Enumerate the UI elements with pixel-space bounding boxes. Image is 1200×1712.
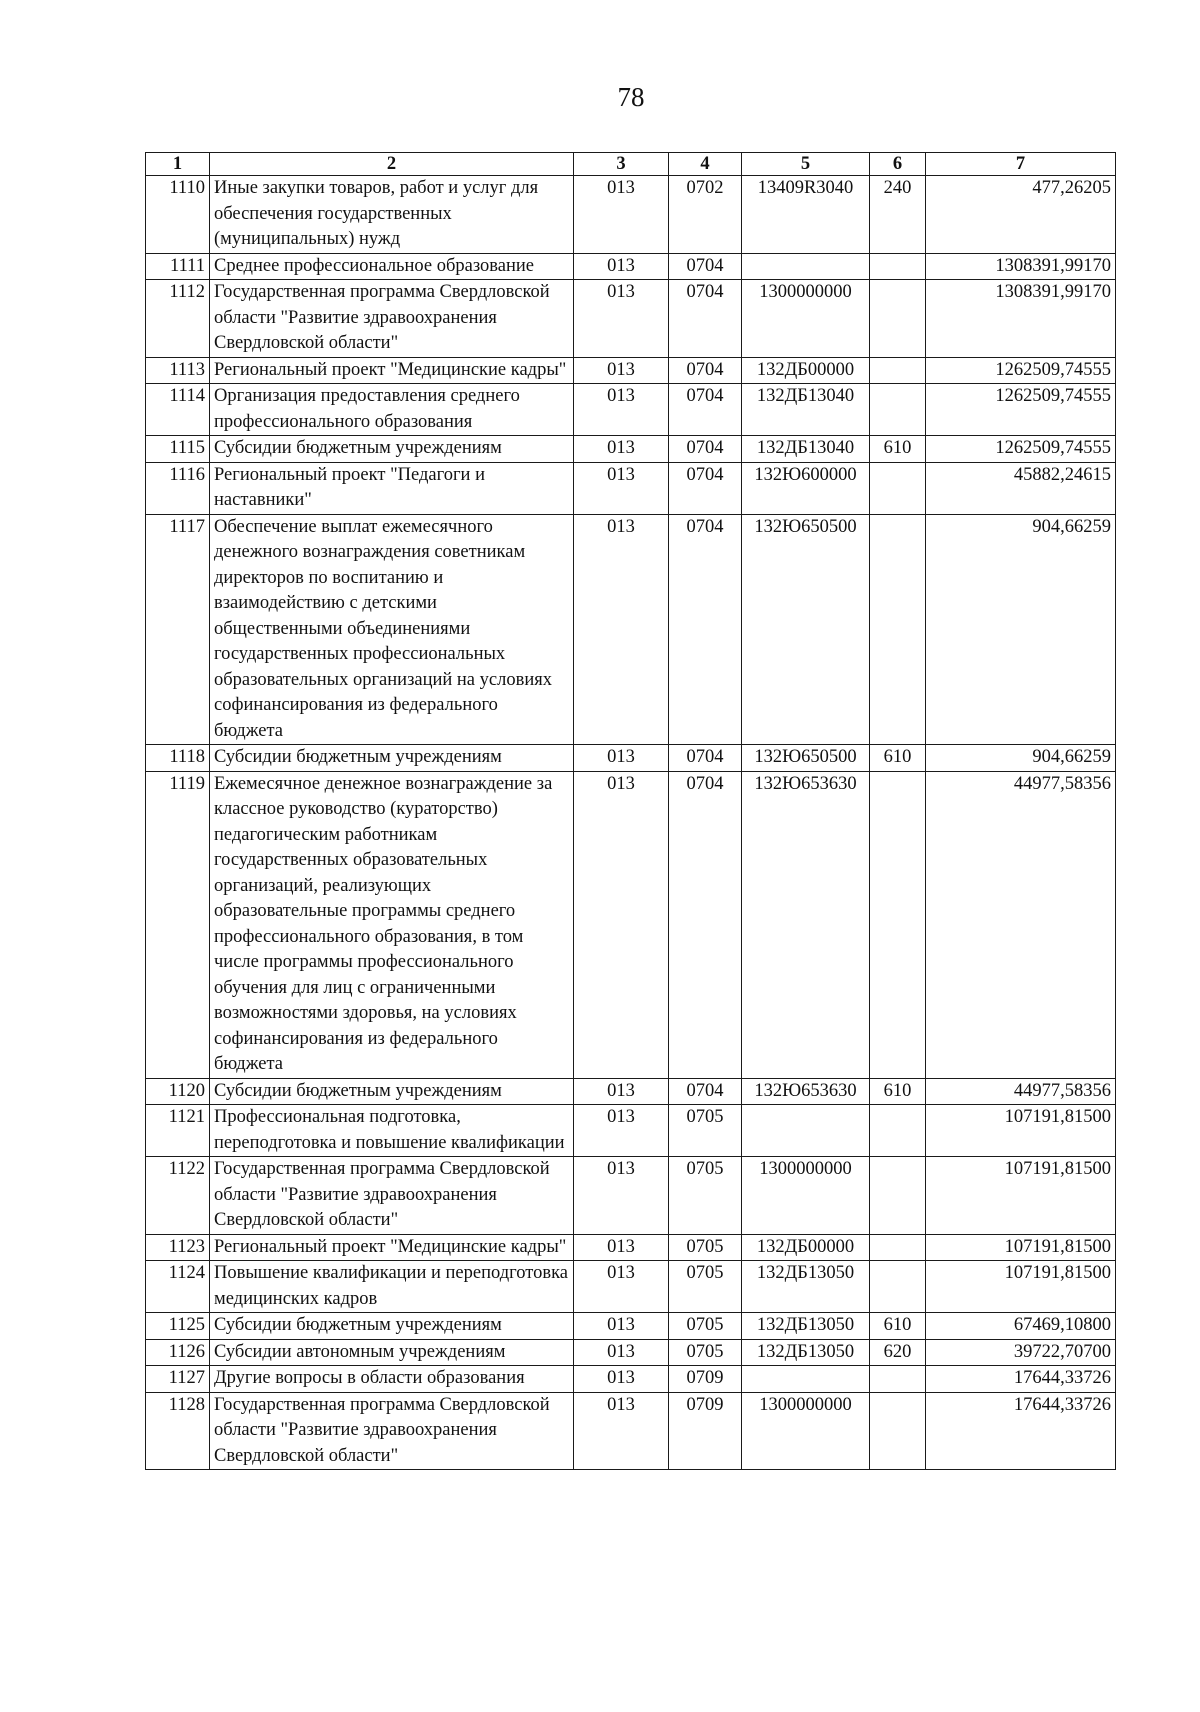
row-ministry-code-cell: 013 bbox=[574, 1105, 669, 1157]
table-row bbox=[146, 436, 1116, 463]
row-number-cell: 1128 bbox=[146, 1392, 210, 1470]
row-section-code-cell: 0704 bbox=[669, 253, 742, 280]
row-name-cell: Субсидии бюджетным учреждениям bbox=[210, 1313, 574, 1340]
row-name-cell: Государственная программа Свердловской области "Развитие здравоохранения Свердловской области" bbox=[210, 280, 574, 358]
table-row bbox=[146, 176, 1116, 254]
row-ministry-code-cell: 013 bbox=[574, 1078, 669, 1105]
table-row bbox=[146, 1339, 1116, 1366]
row-number-cell: 1126 bbox=[146, 1339, 210, 1366]
row-expense-type-cell bbox=[870, 357, 926, 384]
row-number-cell: 1127 bbox=[146, 1366, 210, 1393]
row-name-cell: Среднее профессиональное образование bbox=[210, 253, 574, 280]
row-amount-cell: 1308391,99170 bbox=[926, 253, 1116, 280]
row-amount-cell: 904,66259 bbox=[926, 745, 1116, 772]
row-expense-type-cell bbox=[870, 514, 926, 745]
header-cell: 1 bbox=[146, 153, 210, 176]
row-number-cell: 1119 bbox=[146, 771, 210, 1078]
row-ministry-code-cell: 013 bbox=[574, 771, 669, 1078]
row-expense-type-cell bbox=[870, 462, 926, 514]
row-amount-cell: 904,66259 bbox=[926, 514, 1116, 745]
row-name-cell: Ежемесячное денежное вознаграждение за классное руководство (кураторство) педагогическим работникам государственных образовательных организаций, реализующих образовательные программы среднего профессионального образования, в том числе программы профессионального обучения для лиц с ограниченными возможностями здоровья, на условиях софинансирования из федерального бюджета bbox=[210, 771, 574, 1078]
row-name-cell: Повышение квалификации и переподготовка медицинских кадров bbox=[210, 1261, 574, 1313]
row-section-code-cell: 0705 bbox=[669, 1339, 742, 1366]
row-number-cell: 1118 bbox=[146, 745, 210, 772]
row-amount-cell: 107191,81500 bbox=[926, 1234, 1116, 1261]
table-row bbox=[146, 1157, 1116, 1235]
row-amount-cell: 17644,33726 bbox=[926, 1366, 1116, 1393]
row-expense-type-cell bbox=[870, 1261, 926, 1313]
row-amount-cell: 1262509,74555 bbox=[926, 384, 1116, 436]
row-section-code-cell: 0704 bbox=[669, 745, 742, 772]
row-number-cell: 1123 bbox=[146, 1234, 210, 1261]
row-ministry-code-cell: 013 bbox=[574, 514, 669, 745]
header-cell: 3 bbox=[574, 153, 669, 176]
row-target-article-cell: 132ДБ13050 bbox=[742, 1339, 870, 1366]
row-number-cell: 1116 bbox=[146, 462, 210, 514]
row-section-code-cell: 0709 bbox=[669, 1366, 742, 1393]
row-section-code-cell: 0704 bbox=[669, 771, 742, 1078]
row-name-cell: Субсидии бюджетным учреждениям bbox=[210, 436, 574, 463]
row-name-cell: Субсидии бюджетным учреждениям bbox=[210, 745, 574, 772]
row-section-code-cell: 0705 bbox=[669, 1234, 742, 1261]
row-section-code-cell: 0704 bbox=[669, 436, 742, 463]
header-cell: 5 bbox=[742, 153, 870, 176]
row-section-code-cell: 0705 bbox=[669, 1105, 742, 1157]
row-section-code-cell: 0704 bbox=[669, 1078, 742, 1105]
row-number-cell: 1121 bbox=[146, 1105, 210, 1157]
row-number-cell: 1117 bbox=[146, 514, 210, 745]
table-row bbox=[146, 771, 1116, 1078]
table-row bbox=[146, 280, 1116, 358]
row-number-cell: 1110 bbox=[146, 176, 210, 254]
table-body bbox=[146, 176, 1116, 1470]
row-target-article-cell: 132ДБ13040 bbox=[742, 436, 870, 463]
row-amount-cell: 107191,81500 bbox=[926, 1261, 1116, 1313]
row-section-code-cell: 0704 bbox=[669, 462, 742, 514]
row-name-cell: Региональный проект "Педагоги и наставники" bbox=[210, 462, 574, 514]
row-section-code-cell: 0705 bbox=[669, 1261, 742, 1313]
row-section-code-cell: 0704 bbox=[669, 514, 742, 745]
row-section-code-cell: 0702 bbox=[669, 176, 742, 254]
row-name-cell: Субсидии автономным учреждениям bbox=[210, 1339, 574, 1366]
row-target-article-cell: 132Ю653630 bbox=[742, 1078, 870, 1105]
row-section-code-cell: 0705 bbox=[669, 1157, 742, 1235]
row-ministry-code-cell: 013 bbox=[574, 357, 669, 384]
row-amount-cell: 44977,58356 bbox=[926, 1078, 1116, 1105]
row-ministry-code-cell: 013 bbox=[574, 1157, 669, 1235]
row-number-cell: 1111 bbox=[146, 253, 210, 280]
row-expense-type-cell bbox=[870, 253, 926, 280]
row-name-cell: Субсидии бюджетным учреждениям bbox=[210, 1078, 574, 1105]
row-target-article-cell: 132Ю653630 bbox=[742, 771, 870, 1078]
row-amount-cell: 67469,10800 bbox=[926, 1313, 1116, 1340]
row-expense-type-cell bbox=[870, 1105, 926, 1157]
row-section-code-cell: 0705 bbox=[669, 1313, 742, 1340]
row-expense-type-cell: 610 bbox=[870, 1078, 926, 1105]
row-ministry-code-cell: 013 bbox=[574, 1366, 669, 1393]
row-ministry-code-cell: 013 bbox=[574, 1234, 669, 1261]
table-row bbox=[146, 462, 1116, 514]
table-row bbox=[146, 514, 1116, 745]
table-row bbox=[146, 1392, 1116, 1470]
row-target-article-cell bbox=[742, 1105, 870, 1157]
row-ministry-code-cell: 013 bbox=[574, 280, 669, 358]
row-number-cell: 1125 bbox=[146, 1313, 210, 1340]
header-cell: 4 bbox=[669, 153, 742, 176]
table-row bbox=[146, 745, 1116, 772]
row-amount-cell: 1262509,74555 bbox=[926, 436, 1116, 463]
row-name-cell: Другие вопросы в области образования bbox=[210, 1366, 574, 1393]
row-target-article-cell: 132ДБ13050 bbox=[742, 1313, 870, 1340]
row-target-article-cell: 1300000000 bbox=[742, 1157, 870, 1235]
row-section-code-cell: 0704 bbox=[669, 384, 742, 436]
table-row bbox=[146, 1313, 1116, 1340]
row-amount-cell: 107191,81500 bbox=[926, 1157, 1116, 1235]
row-number-cell: 1124 bbox=[146, 1261, 210, 1313]
row-target-article-cell: 1300000000 bbox=[742, 280, 870, 358]
row-target-article-cell: 1300000000 bbox=[742, 1392, 870, 1470]
row-ministry-code-cell: 013 bbox=[574, 1392, 669, 1470]
row-name-cell: Иные закупки товаров, работ и услуг для обеспечения государственных (муниципальных) нужд bbox=[210, 176, 574, 254]
table-row bbox=[146, 1078, 1116, 1105]
row-target-article-cell: 132ДБ00000 bbox=[742, 1234, 870, 1261]
row-target-article-cell bbox=[742, 253, 870, 280]
row-expense-type-cell bbox=[870, 384, 926, 436]
row-target-article-cell: 132Ю650500 bbox=[742, 745, 870, 772]
row-expense-type-cell bbox=[870, 1392, 926, 1470]
row-target-article-cell: 132ДБ13050 bbox=[742, 1261, 870, 1313]
row-ministry-code-cell: 013 bbox=[574, 1261, 669, 1313]
row-name-cell: Обеспечение выплат ежемесячного денежного вознаграждения советникам директоров по воспитанию и взаимодействию с детскими общественными объединениями государственных профессиональных образовательных организаций на условиях софинансирования из федерального бюджета bbox=[210, 514, 574, 745]
table-row bbox=[146, 1261, 1116, 1313]
row-amount-cell: 39722,70700 bbox=[926, 1339, 1116, 1366]
table-row bbox=[146, 384, 1116, 436]
row-ministry-code-cell: 013 bbox=[574, 436, 669, 463]
row-expense-type-cell bbox=[870, 1366, 926, 1393]
row-expense-type-cell: 610 bbox=[870, 745, 926, 772]
row-expense-type-cell: 610 bbox=[870, 1313, 926, 1340]
row-expense-type-cell: 610 bbox=[870, 436, 926, 463]
table-row bbox=[146, 253, 1116, 280]
row-target-article-cell: 132ДБ13040 bbox=[742, 384, 870, 436]
row-name-cell: Государственная программа Свердловской области "Развитие здравоохранения Свердловской области" bbox=[210, 1392, 574, 1470]
row-expense-type-cell bbox=[870, 280, 926, 358]
table-row bbox=[146, 357, 1116, 384]
row-ministry-code-cell: 013 bbox=[574, 462, 669, 514]
row-target-article-cell: 13409R3040 bbox=[742, 176, 870, 254]
row-ministry-code-cell: 013 bbox=[574, 253, 669, 280]
header-cell: 6 bbox=[870, 153, 926, 176]
row-amount-cell: 45882,24615 bbox=[926, 462, 1116, 514]
table-row bbox=[146, 1234, 1116, 1261]
row-ministry-code-cell: 013 bbox=[574, 384, 669, 436]
row-amount-cell: 44977,58356 bbox=[926, 771, 1116, 1078]
header-cell: 2 bbox=[210, 153, 574, 176]
row-ministry-code-cell: 013 bbox=[574, 745, 669, 772]
row-name-cell: Региональный проект "Медицинские кадры" bbox=[210, 357, 574, 384]
row-target-article-cell bbox=[742, 1366, 870, 1393]
row-target-article-cell: 132Ю600000 bbox=[742, 462, 870, 514]
row-name-cell: Профессиональная подготовка, переподготовка и повышение квалификации bbox=[210, 1105, 574, 1157]
row-amount-cell: 1262509,74555 bbox=[926, 357, 1116, 384]
header-cell: 7 bbox=[926, 153, 1116, 176]
row-ministry-code-cell: 013 bbox=[574, 1339, 669, 1366]
row-expense-type-cell: 620 bbox=[870, 1339, 926, 1366]
row-ministry-code-cell: 013 bbox=[574, 1313, 669, 1340]
row-number-cell: 1114 bbox=[146, 384, 210, 436]
row-expense-type-cell bbox=[870, 1157, 926, 1235]
page-number: 78 bbox=[617, 82, 645, 112]
row-amount-cell: 107191,81500 bbox=[926, 1105, 1116, 1157]
row-number-cell: 1120 bbox=[146, 1078, 210, 1105]
budget-table bbox=[145, 152, 1116, 1470]
row-expense-type-cell: 240 bbox=[870, 176, 926, 254]
table-row bbox=[146, 1366, 1116, 1393]
row-name-cell: Организация предоставления среднего профессионального образования bbox=[210, 384, 574, 436]
row-number-cell: 1112 bbox=[146, 280, 210, 358]
row-amount-cell: 1308391,99170 bbox=[926, 280, 1116, 358]
row-section-code-cell: 0704 bbox=[669, 357, 742, 384]
row-number-cell: 1113 bbox=[146, 357, 210, 384]
row-number-cell: 1122 bbox=[146, 1157, 210, 1235]
row-number-cell: 1115 bbox=[146, 436, 210, 463]
table-row bbox=[146, 1105, 1116, 1157]
header-row bbox=[146, 153, 1116, 176]
row-name-cell: Региональный проект "Медицинские кадры" bbox=[210, 1234, 574, 1261]
row-expense-type-cell bbox=[870, 1234, 926, 1261]
row-amount-cell: 17644,33726 bbox=[926, 1392, 1116, 1470]
row-section-code-cell: 0709 bbox=[669, 1392, 742, 1470]
row-target-article-cell: 132ДБ00000 bbox=[742, 357, 870, 384]
row-amount-cell: 477,26205 bbox=[926, 176, 1116, 254]
row-expense-type-cell bbox=[870, 771, 926, 1078]
row-target-article-cell: 132Ю650500 bbox=[742, 514, 870, 745]
row-name-cell: Государственная программа Свердловской области "Развитие здравоохранения Свердловской области" bbox=[210, 1157, 574, 1235]
row-ministry-code-cell: 013 bbox=[574, 176, 669, 254]
row-section-code-cell: 0704 bbox=[669, 280, 742, 358]
